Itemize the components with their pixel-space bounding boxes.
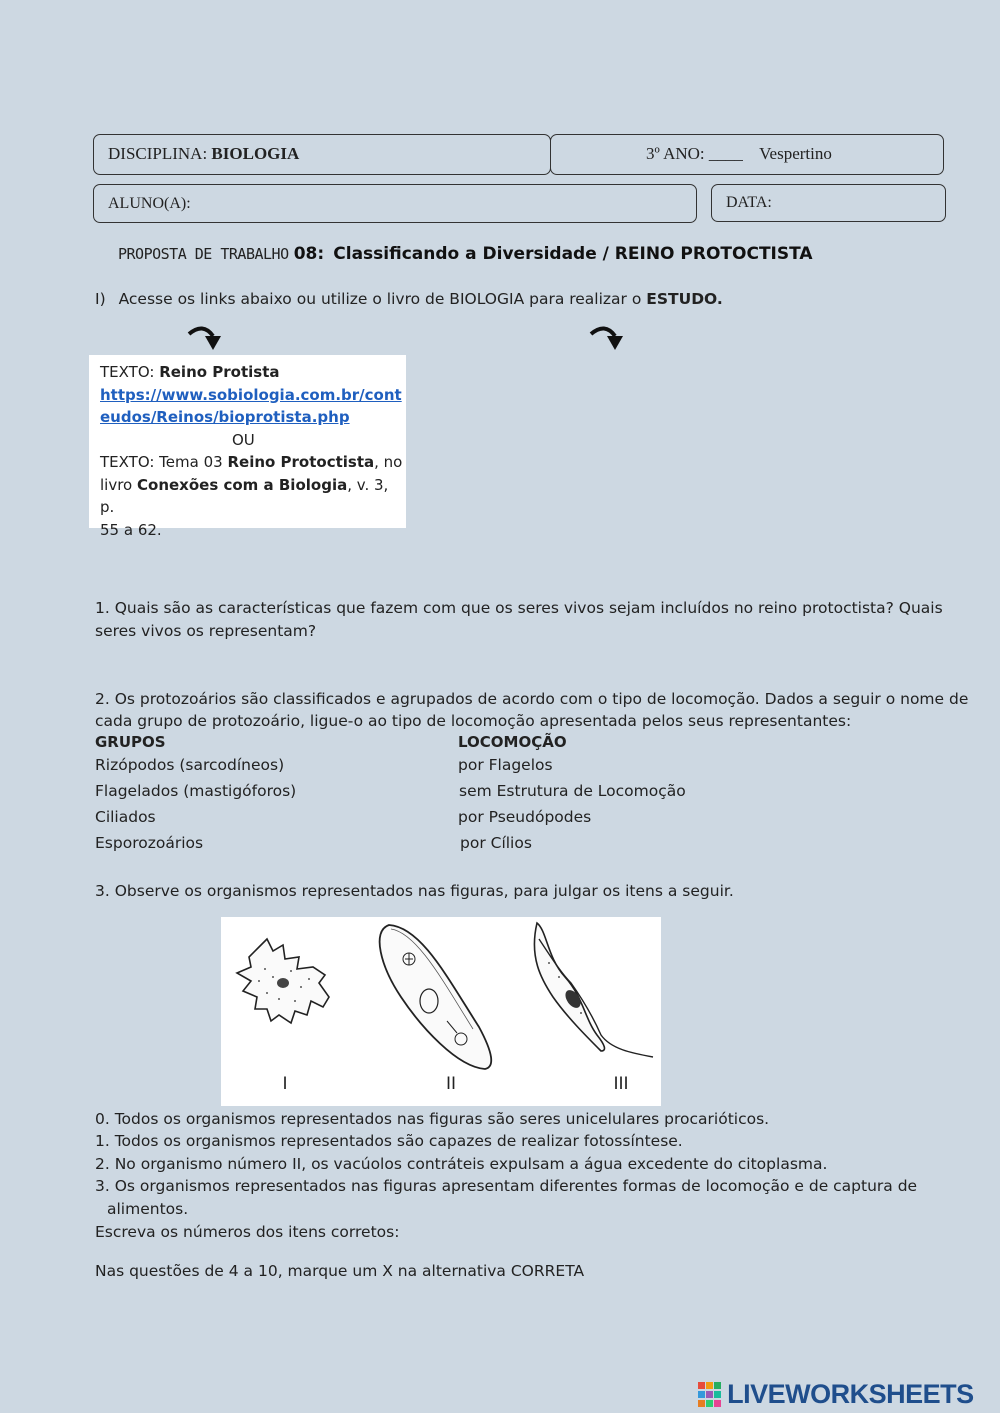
q2-line2: cada grupo de protozoário, ligue-o ao tipo de locomoção apresentada pelos seus representantes: — [95, 712, 852, 730]
figure-label: II — [445, 1074, 457, 1094]
q3-item: 1. Todos os organismos representados são capazes de realizar fotossíntese. — [95, 1132, 683, 1150]
instruction-text: Nas questões de 4 a 10, marque um X na alternativa CORRETA — [95, 1262, 585, 1280]
group-item[interactable]: Flagelados (mastigóforos) — [95, 782, 297, 800]
disciplina-label: DISCIPLINA: — [108, 144, 208, 163]
intro-bold: ESTUDO. — [646, 290, 723, 308]
q3-intro: 3. Observe os organismos representados nas figuras, para julgar os itens a seguir. — [95, 882, 734, 900]
data-box[interactable] — [711, 184, 946, 222]
q3-item-cont: alimentos. — [107, 1200, 189, 1218]
aluno-label: ALUNO(A): — [108, 195, 191, 212]
figure-label: III — [613, 1074, 629, 1094]
source-link[interactable]: https://www.sobiologia.com.br/cont — [100, 385, 402, 404]
q1-line2: seres vivos os representam? — [95, 622, 317, 640]
logo-icon — [698, 1382, 722, 1408]
locomotion-item[interactable]: por Pseudópodes — [458, 808, 592, 826]
source-label-1: TEXTO: — [100, 363, 155, 381]
group-item[interactable]: Esporozoários — [95, 834, 204, 852]
source-line3-b: , v. 3, p. — [100, 475, 389, 516]
book-title: Conexões com a Biologia — [137, 475, 348, 494]
data-label: DATA: — [726, 194, 772, 211]
q3-item: 2. No organismo número II, os vacúolos contráteis expulsam a água excedente do citoplasma. — [95, 1155, 828, 1173]
intro-line — [95, 288, 723, 310]
curved-arrow-icon — [587, 322, 627, 359]
q3-item: 3. Os organismos representados nas figuras apresentam diferentes formas de locomoção e de captura de — [95, 1177, 918, 1195]
protozoa-illustration — [221, 917, 661, 1106]
groups-header: GRUPOS — [95, 733, 166, 751]
figure-label: I — [282, 1074, 288, 1094]
source-title-1: Reino Protista — [159, 363, 280, 381]
liveworksheets-logo — [698, 1379, 974, 1409]
locomotion-item[interactable]: sem Estrutura de Locomoção — [459, 782, 686, 800]
locomotion-item[interactable]: por Cílios — [460, 834, 532, 852]
title-prefix: PROPOSTA DE TRABALHO — [118, 245, 289, 263]
or-label: OU — [232, 430, 255, 449]
aluno-box[interactable] — [93, 184, 697, 223]
title-text: Classificando a Diversidade / REINO PROTOCTISTA — [333, 244, 813, 264]
source-title-2: Reino Protoctista — [227, 453, 375, 471]
protozoa-figure — [221, 917, 661, 1106]
ano-label: 3º ANO: ____ — [646, 144, 743, 163]
intro-marker: I) — [95, 290, 106, 308]
q2-line1: 2. Os protozoários são classificados e agrupados de acordo com o tipo de locomoção. Dados a seguir o nome de — [95, 690, 969, 708]
group-item[interactable]: Ciliados — [95, 808, 156, 826]
turno-value: Vespertino — [759, 144, 832, 163]
title-number: 08: — [293, 244, 325, 264]
answer-prompt: Escreva os números dos itens corretos: — [95, 1223, 400, 1241]
group-item[interactable]: Rizópodos (sarcodíneos) — [95, 756, 285, 774]
q1-line1: 1. Quais são as características que fazem com que os seres vivos sejam incluídos no reino protoctista? Quais — [95, 599, 943, 617]
ano-box — [550, 134, 944, 175]
disciplina-box — [93, 134, 551, 175]
page-title — [118, 244, 813, 264]
logo-text: LIVEWORKSHEETS — [727, 1379, 974, 1409]
source-after-2: , no — [374, 453, 403, 471]
curved-arrow-icon — [185, 322, 225, 359]
locomotion-item[interactable]: por Flagelos — [458, 756, 553, 774]
source-card — [89, 355, 406, 539]
intro-text: Acesse os links abaixo ou utilize o livro de BIOLOGIA para realizar o — [118, 290, 642, 308]
source-label-2: TEXTO: Tema 03 — [100, 453, 223, 471]
source-link-cont[interactable]: eudos/Reinos/bioprotista.php — [100, 408, 350, 426]
source-pages: 55 a 62. — [100, 520, 162, 539]
source-line3-a: livro — [100, 475, 133, 494]
q3-item: 0. Todos os organismos representados nas figuras são seres unicelulares procarióticos. — [95, 1110, 770, 1128]
disciplina-value: BIOLOGIA — [211, 144, 300, 163]
locomotion-header: LOCOMOÇÃO — [458, 733, 567, 751]
